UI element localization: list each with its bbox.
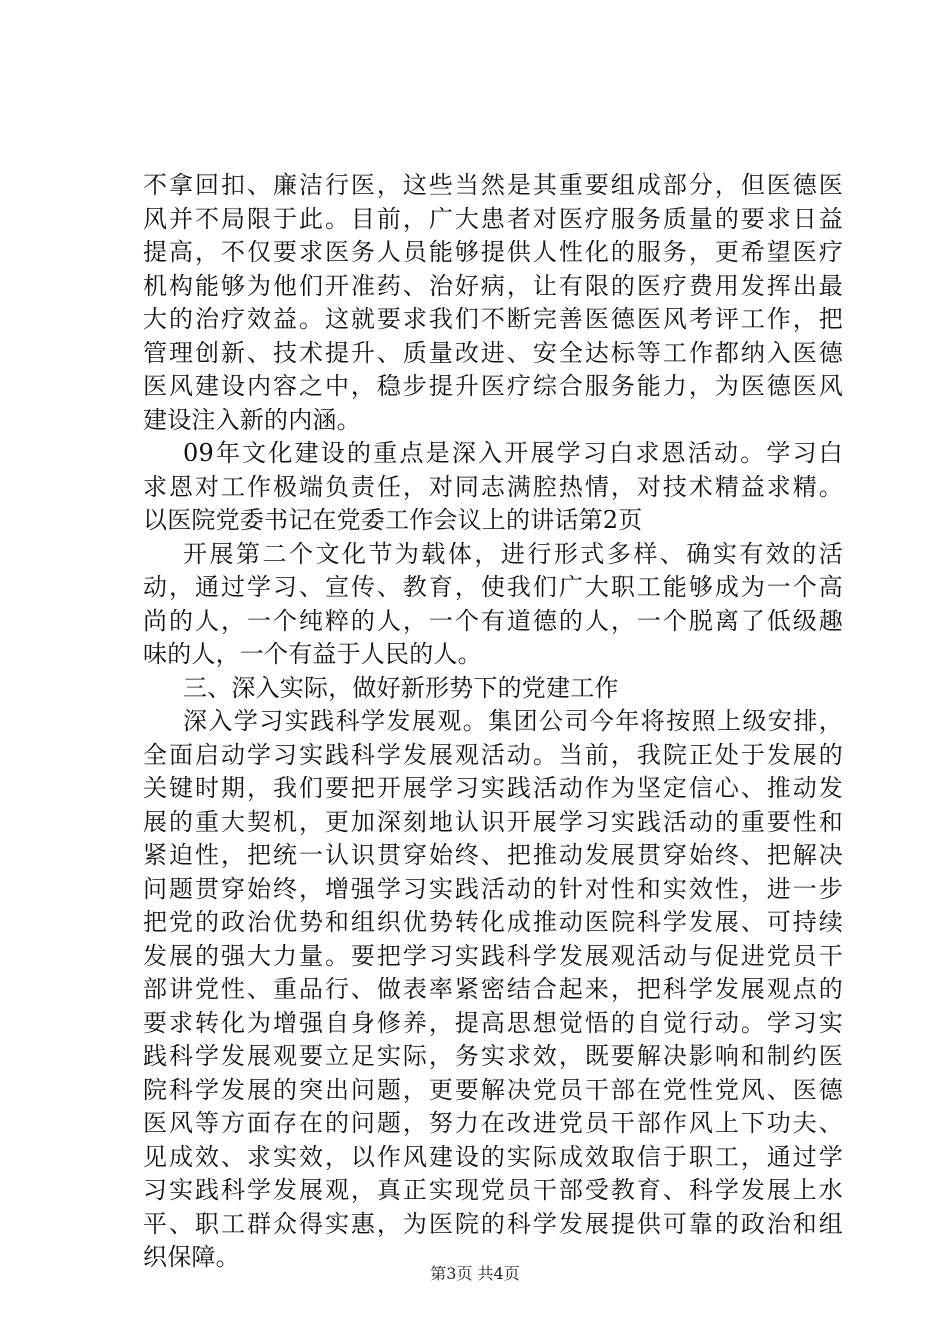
paragraph-2-line-3: 以医院党委书记在党委工作会议上的讲话第2页 bbox=[143, 506, 643, 534]
paragraph-2-line-1: 09年文化建设的重点是深入开展学习白求恩活动。学习白 bbox=[183, 439, 843, 467]
paragraph-5-line-16: 平、职工群众得实惠，为医院的科学发展提供可靠的政治和组 bbox=[143, 1209, 843, 1238]
paragraph-5-line-15: 习实践科学发展观，真正实现党员干部受教育、科学发展上水 bbox=[143, 1176, 843, 1204]
paragraph-1-line-2: 风并不局限于此。目前，广大患者对医疗服务质量的要求日益 bbox=[143, 204, 843, 233]
section-heading: 三、深入实际，做好新形势下的党建工作 bbox=[183, 673, 619, 702]
paragraph-3-line-2: 动，通过学习、宣传、教育，使我们广大职工能够成为一个高 bbox=[143, 573, 843, 601]
paragraph-3-line-4: 味的人，一个有益于人民的人。 bbox=[143, 640, 482, 668]
page-number: 第3页 共4页 bbox=[430, 1264, 520, 1283]
paragraph-1-line-5: 大的治疗效益。这就要求我们不断完善医德医风考评工作，把 bbox=[143, 305, 843, 333]
paragraph-5-line-8: 发展的强大力量。要把学习实践科学发展观活动与促进党员干 bbox=[143, 941, 843, 970]
paragraph-5-line-7: 把党的政治优势和组织优势转化成推动医院科学发展、可持续 bbox=[143, 908, 843, 936]
paragraph-1-line-6: 管理创新、技术提升、质量改进、安全达标等工作都纳入医德 bbox=[143, 338, 843, 367]
paragraph-3-line-3: 尚的人，一个纯粹的人，一个有道德的人，一个脱离了低级趣 bbox=[143, 606, 843, 635]
paragraph-1-line-8: 建设注入新的内涵。 bbox=[143, 405, 361, 434]
paragraph-5-line-14: 见成效、求实效，以作风建设的实际成效取信于职工，通过学 bbox=[143, 1142, 843, 1171]
paragraph-5-line-10: 要求转化为增强自身修养，提高思想觉悟的自觉行动。学习实 bbox=[143, 1008, 843, 1037]
paragraph-5-line-11: 践科学发展观要立足实际，务实求效，既要解决影响和制约医 bbox=[143, 1042, 843, 1070]
paragraph-5-line-6: 问题贯穿始终，增强学习实践活动的针对性和实效性，进一步 bbox=[143, 874, 843, 903]
paragraph-5-line-12: 院科学发展的突出问题，更要解决党员干部在党性党风、医德 bbox=[143, 1075, 843, 1104]
paragraph-5-line-17: 织保障。 bbox=[143, 1243, 240, 1271]
paragraph-5-line-9: 部讲党性、重品行、做表率紧密结合起来，把科学发展观点的 bbox=[143, 975, 843, 1003]
paragraph-1-line-4: 机构能够为他们开准药、治好病，让有限的医疗费用发挥出最 bbox=[143, 271, 843, 300]
paragraph-3-line-1: 开展第二个文化节为载体，进行形式多样、确实有效的活 bbox=[183, 539, 843, 568]
paragraph-5-line-1: 深入学习实践科学发展观。集团公司今年将按照上级安排， bbox=[183, 707, 843, 735]
paragraph-5-line-3: 关键时期，我们要把开展学习实践活动作为坚定信心、推动发 bbox=[143, 774, 843, 802]
document-body bbox=[143, 169, 843, 1275]
page-footer bbox=[0, 1264, 950, 1284]
paragraph-1-line-7: 医风建设内容之中，稳步提升医疗综合服务能力，为医德医风 bbox=[143, 372, 843, 400]
paragraph-5-line-4: 展的重大契机，更加深刻地认识开展学习实践活动的重要性和 bbox=[143, 807, 843, 836]
paragraph-2-line-2: 求恩对工作极端负责任，对同志满腔热情，对技术精益求精。 bbox=[143, 472, 843, 501]
paragraph-1-line-1: 不拿回扣、廉洁行医，这些当然是其重要组成部分，但医德医 bbox=[143, 171, 843, 199]
paragraph-1-line-3: 提高，不仅要求医务人员能够提供人性化的服务，更希望医疗 bbox=[143, 238, 843, 266]
paragraph-5-line-5: 紧迫性，把统一认识贯穿始终、把推动发展贯穿始终、把解决 bbox=[143, 841, 843, 869]
paragraph-5-line-2: 全面启动学习实践科学发展观活动。当前，我院正处于发展的 bbox=[143, 740, 843, 769]
paragraph-5-line-13: 医风等方面存在的问题，努力在改进党员干部作风上下功夫、 bbox=[143, 1109, 843, 1137]
